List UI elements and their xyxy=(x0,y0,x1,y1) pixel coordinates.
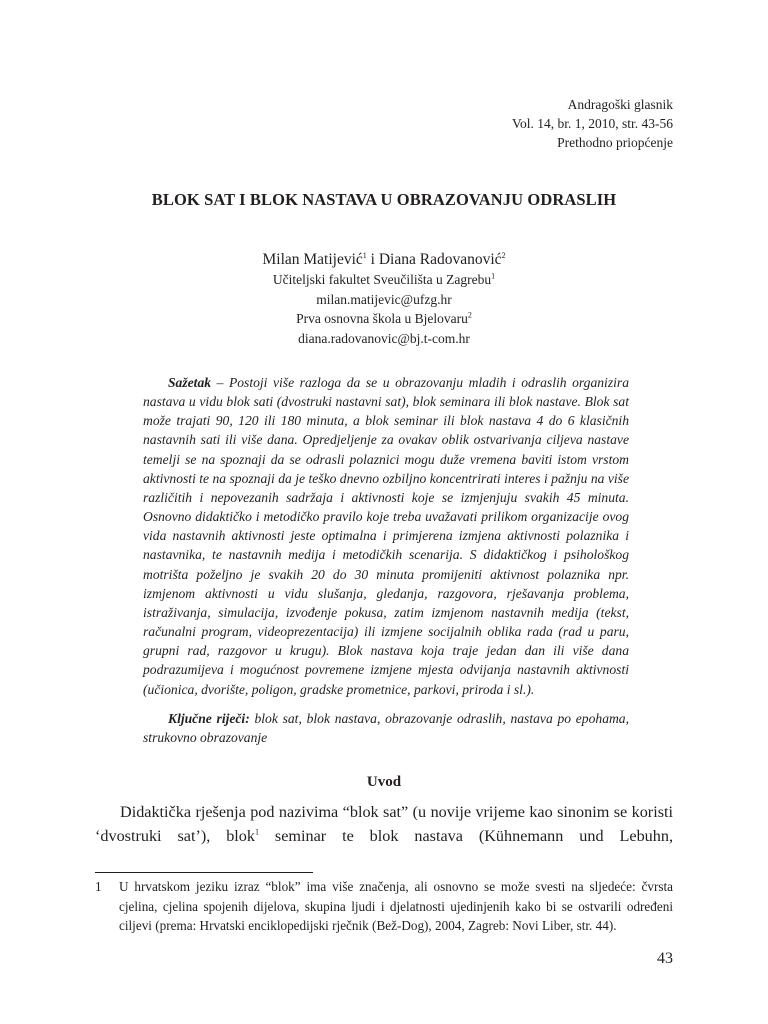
affiliation-1 xyxy=(0,270,768,290)
body-paragraph-end: seminar te blok nastava (Kühnemann und Lebuhn, xyxy=(258,827,673,845)
journal-name: Andragoški glasnik xyxy=(567,97,673,112)
footnote xyxy=(95,877,673,936)
footnote-divider xyxy=(95,872,313,873)
keywords xyxy=(143,709,629,747)
keywords-label: Ključne riječi: xyxy=(168,711,250,726)
article-type: Prethodno priopćenje xyxy=(557,135,673,150)
author-sup-1: 1 xyxy=(362,250,367,260)
affiliation-1-text: Učiteljski fakultet Sveučilišta u Zagrebu xyxy=(272,272,492,287)
article-title: BLOK SAT I BLOK NASTAVA U OBRAZOVANJU ODRASLIH xyxy=(151,190,617,209)
authors-joiner: i xyxy=(366,251,379,268)
affiliation-2-sup: 2 xyxy=(467,310,472,320)
author-name-2: Diana Radovanović xyxy=(378,251,502,268)
abstract-label: Sažetak xyxy=(168,375,212,390)
authors-line xyxy=(0,250,768,270)
abstract xyxy=(143,373,629,699)
body-paragraph xyxy=(95,800,673,848)
footnote-text: U hrvatskom jeziku izraz “blok” ima više značenja, ali osnovno se može svesti na sljedeće: čvrsta cjelina, cjelina spojenih dijelova, skupina ljudi i djelatnosti ujedinjenih kako bi se ostvarili određeni ciljevi (prema: Hrvatski enciklopedijski rječnik (Bež-Dog), 2004, Zagreb: Novi Liber, str. 44). xyxy=(119,879,673,933)
footnote-ref[interactable]: 1 xyxy=(254,827,259,837)
page-number: 43 xyxy=(657,950,673,967)
abstract-text: – Postoji više razloga da se u obrazovanju mladih i odraslih organizira nastava u vidu blok sati (dvostruki nastavni sat), blok seminara ili blok nastave. Blok sat može trajati 90, 120 ili 180 minuta, a blok seminar ili blok nastava 4 do 6 klasičnih nastavnih sati ili više dana. Opredjeljenje za ovakav oblik ostvarivanja ciljeva nastave temelji se na spoznaji da se odrasli polaznici mogu duže vremena baviti istom vrstom aktivnosti te na spoznaji da je teško dnevno ozbiljno koncentrirati interes i pažnju na više različitih i nepovezanih sadržaja i aktivnosti koje se izmjenjuju svakih 45 minuta. Osnovno didaktičko i metodičko pravilo koje treba uvažavati prilikom organizacije ovog vida nastavnih aktivnosti jeste optimalna i primjerena izmjena aktivnosti polaznika i nastavnika, te nastavnih medija i metodičkih scenarija. S didaktičkog i psihološkog motrišta poželjno je svakih 20 do 30 minuta promijeniti aktivnost polaznika npr. izmjenom aktivnosti u vidu slušanja, gledanja, razgovora, rješavanja problema, istraživanja, simulacija, izvođenje pokusa, zatim izmjenom nastavnih medija (tekst, računalni program, videoprezentacija) ili izmjene socijalnih oblika rada (rad u paru, grupni rad, razgovor u krugu). Blok nastava koja traje jedan dan ili više dana podrazumijeva i mogućnost povremene izmjene mjesta odvijanja nastavnih aktivnosti (učionica, dvorište, poligon, gradske prometnice, parkovi, priroda i sl.). xyxy=(143,375,629,697)
affiliation-1-sup: 1 xyxy=(491,271,496,281)
keywords-text: blok sat, blok nastava, obrazovanje odraslih, nastava po epohama, strukovno obrazovanje xyxy=(143,711,630,746)
affiliation-2 xyxy=(0,309,768,329)
email-1[interactable]: milan.matijevic@ufzg.hr xyxy=(316,291,452,307)
section-heading: Uvod xyxy=(366,774,402,790)
affiliation-2-text: Prva osnovna škola u Bjelovaru xyxy=(296,311,468,326)
author-sup-2: 2 xyxy=(501,250,506,260)
journal-volume: Vol. 14, br. 1, 2010, str. 43-56 xyxy=(511,116,673,131)
body-text xyxy=(95,800,673,848)
footnote-number: 1 xyxy=(95,879,102,894)
keywords-paragraph xyxy=(143,709,629,747)
body-paragraph-start: Didaktička rješenja pod nazivima “blok sat” (u novije vrijeme kao sinonim se koristi ‘dvostruki sat’), blok xyxy=(95,803,673,845)
author-name-1: Milan Matijević xyxy=(262,251,363,268)
abstract-paragraph xyxy=(143,373,629,699)
email-2[interactable]: diana.radovanovic@bj.t-com.hr xyxy=(298,330,470,346)
journal-header xyxy=(512,95,673,152)
authors-block xyxy=(0,250,768,348)
